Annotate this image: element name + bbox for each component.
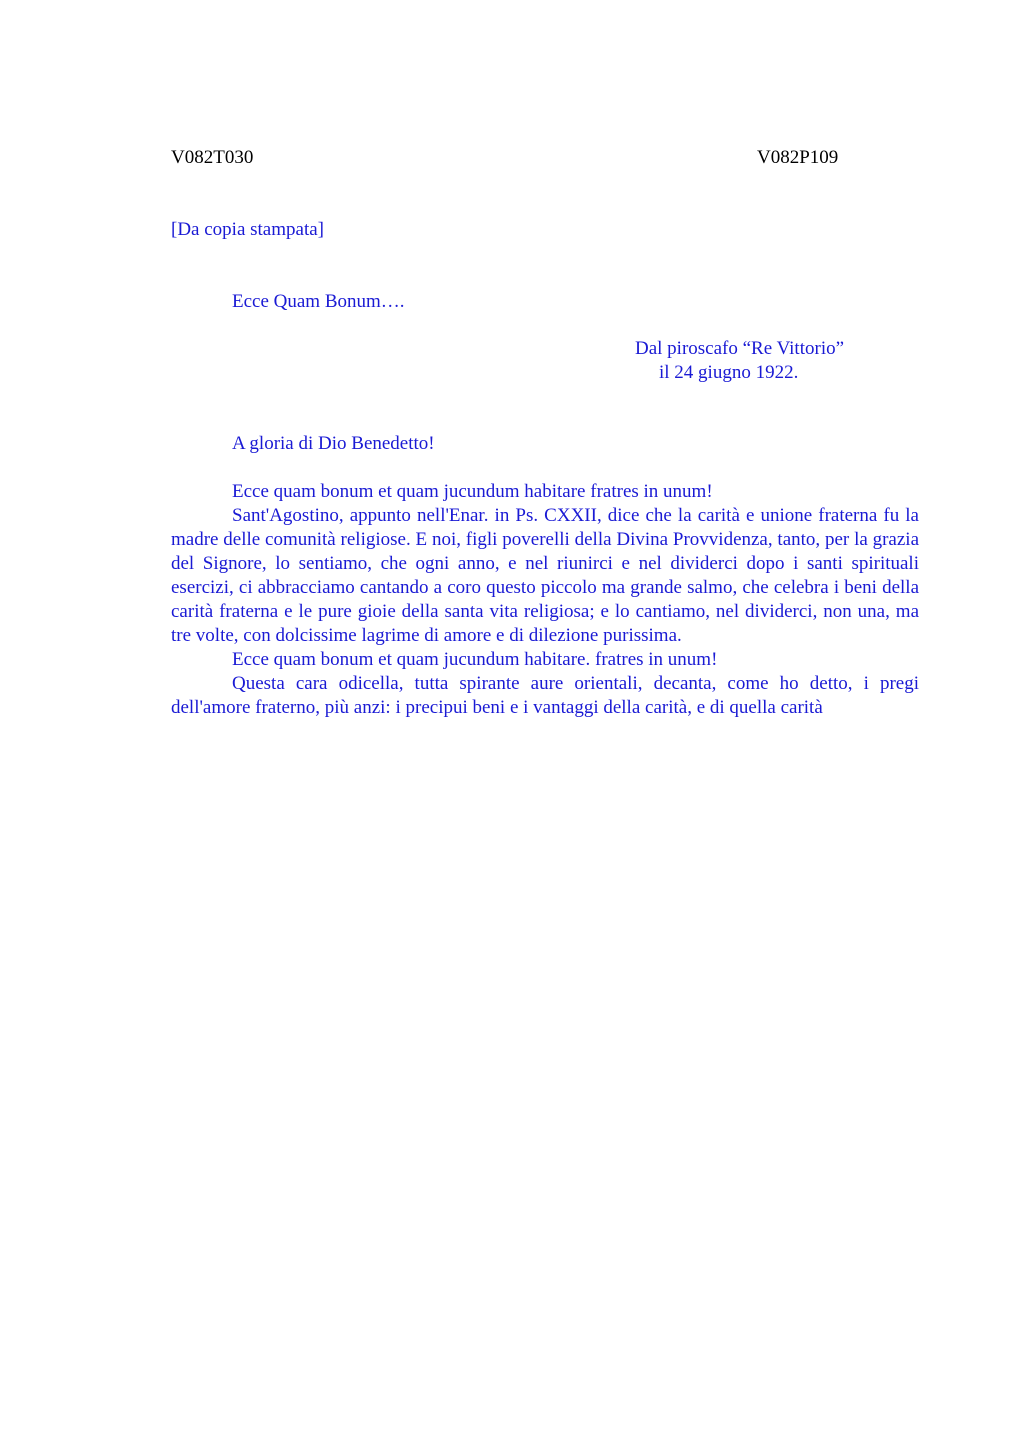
paragraph: Ecce quam bonum et quam jucundum habitare fratres in unum! [232,481,713,502]
paragraph: Questa cara odicella, tutta spirante aure orientali, decanta, come ho detto, i pregi dell'amore fraterno, più anzi: i precipui beni e i vantaggi della carità, e di quella carità [171,673,919,718]
body-text [171,480,919,720]
document-code-left: V082T030 [171,147,254,168]
document-code-right: V082P109 [757,147,839,168]
dateline-date: il 24 giugno 1922. [659,362,799,383]
source-note: [Da copia stampata] [171,219,324,240]
paragraph: Sant'Agostino, appunto nell'Enar. in Ps. CXXII, dice che la carità e unione fraterna fu la madre delle comunità religiose. E noi, figli poverelli della Divina Provvidenza, tanto, per la grazia del Signore, lo sentiamo, che ogni anno, e nel riunirci e nel dividerci dopo i santi spirituali esercizi, ci abbracciamo cantando a coro questo piccolo ma grande salmo, che celebra i beni della carità fraterna e le pure gioie della santa vita religiosa; e lo cantiamo, nel dividerci, non una, ma tre volte, con dolcissime lagrime di amore e di dilezione purissima. [171,505,919,646]
paragraph: Ecce quam bonum et quam jucundum habitare. fratres in unum! [232,649,718,670]
salutation: A gloria di Dio Benedetto! [232,433,435,454]
dateline-place: Dal piroscafo “Re Vittorio” [635,338,845,359]
document-title: Ecce Quam Bonum…. [232,291,405,312]
